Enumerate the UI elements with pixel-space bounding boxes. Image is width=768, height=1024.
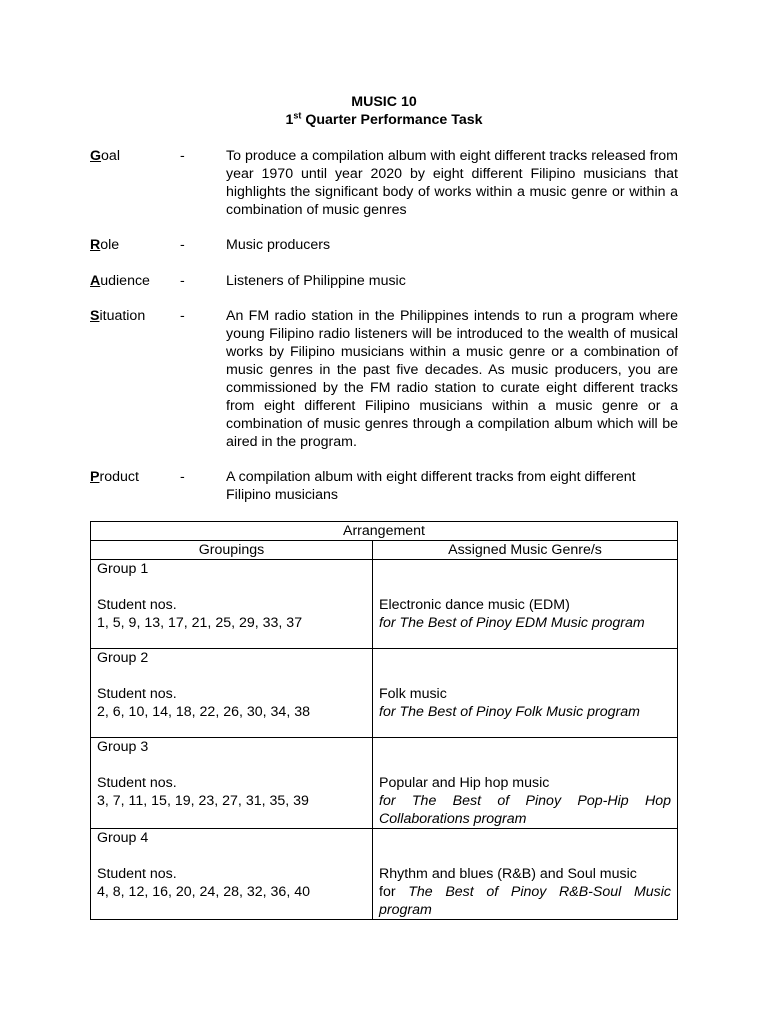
genre-name: Popular and Hip hop music (379, 775, 550, 791)
genre-name: Folk music (379, 686, 447, 702)
table-header-row (91, 541, 678, 560)
genre-cell (373, 738, 678, 829)
genre-program: for The Best of Pinoy EDM Music program (379, 615, 645, 631)
student-numbers: 4, 8, 12, 16, 20, 24, 28, 32, 36, 40 (97, 884, 310, 900)
group-name: Group 2 (97, 650, 149, 666)
term-dash: - (180, 308, 185, 324)
term-goal: Goal (90, 148, 120, 164)
genre-name: Electronic dance music (EDM) (379, 597, 570, 613)
term-dash: - (180, 469, 185, 485)
goal-definition: To produce a compilation album with eight different tracks released from year 1970 until year 2020 by eight different Filipino musicians that highlights the significant body of works within a music genre or within a combination of music genres (226, 148, 678, 218)
subtitle-ordinal: st (293, 110, 302, 121)
student-numbers: 1, 5, 9, 13, 17, 21, 25, 29, 33, 37 (97, 615, 303, 631)
product-definition: A compilation album with eight different tracks from eight different Filipino musicians (226, 469, 636, 503)
table-row (91, 829, 678, 920)
grouping-cell (91, 560, 373, 649)
group-name: Group 3 (97, 739, 149, 755)
student-numbers: 2, 6, 10, 14, 18, 22, 26, 30, 34, 38 (97, 704, 310, 720)
student-numbers: 3, 7, 11, 15, 19, 23, 27, 31, 35, 39 (97, 793, 309, 809)
grouping-cell (91, 738, 373, 829)
grouping-cell (91, 649, 373, 738)
term-dash: - (180, 148, 185, 164)
audience-definition: Listeners of Philippine music (226, 273, 406, 289)
role-definition: Music producers (226, 237, 331, 253)
group-name: Group 4 (97, 830, 149, 846)
table-row (91, 560, 678, 649)
header-genres: Assigned Music Genre/s (373, 541, 678, 560)
term-situation: Situation (90, 308, 146, 324)
term-role: Role (90, 237, 120, 253)
genre-program: for The Best of Pinoy Pop-Hip Hop Collaborations program (379, 793, 671, 827)
arrangement-table (90, 521, 678, 920)
student-label: Student nos. (97, 866, 177, 882)
page-title: MUSIC 10 (351, 94, 417, 110)
table-title: Arrangement (91, 522, 678, 541)
grouping-cell (91, 829, 373, 920)
student-label: Student nos. (97, 775, 177, 791)
genre-cell (373, 560, 678, 649)
term-dash: - (180, 237, 185, 253)
subtitle-text: Quarter Performance Task (301, 112, 483, 128)
genre-cell (373, 829, 678, 920)
genre-name: Rhythm and blues (R&B) and Soul music (379, 866, 637, 882)
genre-cell (373, 649, 678, 738)
term-audience: Audience (90, 273, 150, 289)
page-subtitle (0, 111, 768, 129)
table-title-row (91, 522, 678, 541)
student-label: Student nos. (97, 597, 177, 613)
genre-program: for The Best of Pinoy R&B-Soul Music program (379, 884, 671, 918)
term-product: Product (90, 469, 139, 485)
genre-program: for The Best of Pinoy Folk Music program (379, 704, 640, 720)
subtitle-number: 1 (285, 112, 294, 128)
table-row (91, 738, 678, 829)
header-groupings: Groupings (91, 541, 373, 560)
group-name: Group 1 (97, 561, 149, 577)
student-label: Student nos. (97, 686, 177, 702)
term-dash: - (180, 273, 185, 289)
table-row (91, 649, 678, 738)
situation-definition: An FM radio station in the Philippines intends to run a program where young Filipino radio listeners will be introduced to the wealth of musical works by Filipino musicians within a music genre or a combination of music genres in the past five decades. As music producers, you are commissioned by the FM radio station to curate eight different tracks from eight different Filipino musicians within a music genre or a combination of music genres through a compilation album which will be aired in the program. (226, 308, 678, 450)
